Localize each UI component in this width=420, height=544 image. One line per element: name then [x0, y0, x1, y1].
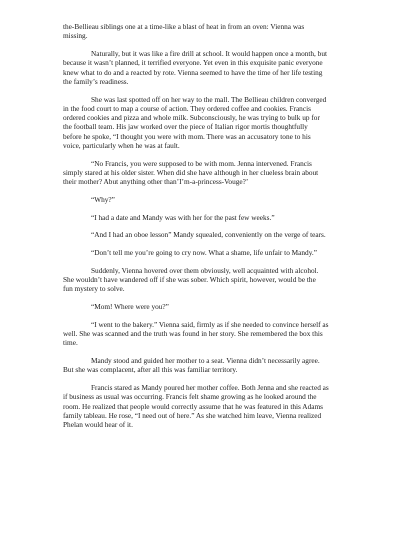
text-line: Francis stared as Mandy poured her mother coffee. Both Jenna and she reacted as: [91, 383, 329, 392]
paragraph: [63, 213, 363, 222]
text-line: Phelan would hear of it.: [63, 420, 133, 430]
text-line: “And I had an oboe lesson” Mandy squealed, conveniently on the verge of tears.: [91, 230, 326, 240]
text-line: But she was complacent, after all this was familiar territory.: [63, 365, 238, 375]
paragraph: [63, 49, 363, 86]
text-line: the-Bellieau siblings one at a time-like a blast of heat in from an oven: Vienna was: [63, 22, 305, 31]
text-line: their mother? Abut anything other than’I’m-a-princess-Vouge?’: [63, 177, 249, 187]
paragraph: [63, 230, 363, 239]
text-line: She wouldn’t have wandered off if she was sober. Which spirit, however, would be the: [63, 275, 316, 285]
text-line: time.: [63, 338, 78, 348]
paragraph: [63, 95, 363, 151]
text-line: if business as usual was occurring. Francis felt shame growing as he looked around the: [63, 392, 317, 402]
text-line: “I had a date and Mandy was with her for the past few weeks.”: [91, 212, 275, 222]
paragraph: [63, 22, 363, 41]
text-line: “Mom! Where were you?”: [91, 302, 169, 312]
text-line: the football team. His jaw worked over the piece of Italian rigor mortis thoughtfully: [63, 122, 308, 132]
text-line: She was last spotted off on her way to the mall. The Bellieau children converged: [91, 94, 327, 104]
text-line: “Don’t tell me you’re going to cry now. What a shame, life unfair to Mandy.”: [91, 248, 317, 258]
text-line: knew what to do and a reacted by rote. Vienna seemed to have the time of her life testing: [63, 67, 323, 77]
text-line: voice, particularly when he was at fault.: [63, 141, 180, 151]
paragraph: [63, 356, 363, 375]
text-line: the family’s readiness.: [63, 76, 129, 86]
text-line: Suddenly, Vienna hovered over them obviously, well acquainted with alcohol.: [91, 265, 319, 275]
text-line: ordered cookies and pizza and whole milk. Subconsciously, he was trying to bulk up for: [63, 113, 320, 123]
paragraph: [63, 383, 363, 429]
paragraph: [63, 195, 363, 204]
text-line: “I went to the bakery.” Vienna said, firmly as if she needed to convince herself as: [91, 319, 329, 329]
text-line: in the food court to map a course of action. They ordered coffee and cookies. Francis: [63, 103, 311, 113]
paragraph: [63, 159, 363, 187]
text-line: simply stared at his older sister. When did she have although in her clueless brain about: [63, 168, 319, 178]
text-line: fun mystery to solve.: [63, 284, 125, 294]
text-line: because it wasn’t planned, it terrified everyone. Yet even in this exquisite panic everyone: [63, 58, 323, 68]
paragraph: [63, 248, 363, 257]
text-line: Mandy stood and guided her mother to a seat. Vienna didn’t necessarily agree.: [91, 356, 320, 366]
text-line: missing.: [63, 31, 88, 41]
paragraph: [63, 266, 363, 294]
document-body: [63, 22, 363, 438]
text-line: Naturally, but it was like a fire drill at school. It would happen once a month, but: [91, 48, 328, 58]
text-line: room. He realized that people would correctly assume that he was featured in this Adams: [63, 401, 323, 411]
paragraph: [63, 302, 363, 311]
paragraph: [63, 320, 363, 348]
text-line: “No Francis, you were supposed to be with mom. Jenna intervened. Francis: [91, 158, 312, 168]
text-line: before he spoke, “I thought you were with mom. There was an accusatory tone to his: [63, 131, 311, 141]
text-line: family tableau. He rose, “I need out of here.” As she watched him leave, Vienna realized: [63, 410, 322, 420]
text-line: well. She was scanned and the truth was found in her story. She remembered the box this: [63, 329, 323, 339]
text-line: “Why?”: [91, 195, 115, 205]
